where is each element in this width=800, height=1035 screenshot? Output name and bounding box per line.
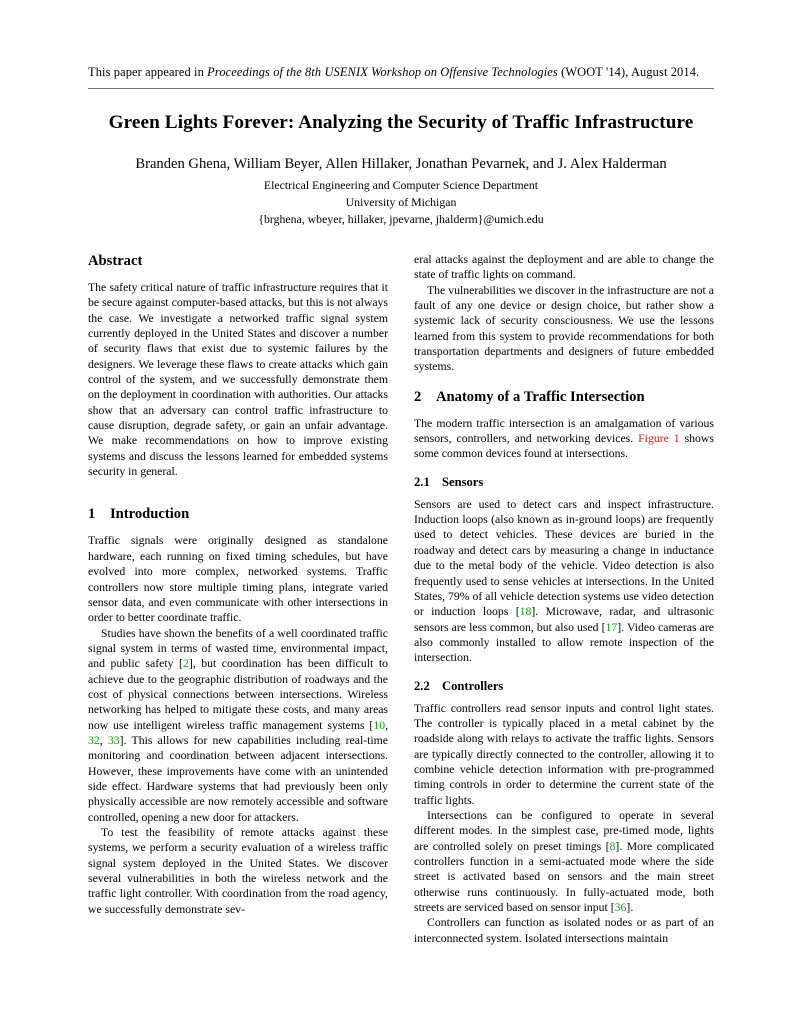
- citation-link-8[interactable]: 8: [609, 839, 616, 853]
- controllers-paragraph-3: Controllers can function as isolated nodes or as part of an interconnected system. Isolated intersections maintain: [414, 916, 714, 945]
- affiliation-department: Electrical Engineering and Computer Science Department: [263, 178, 539, 192]
- sensors-p1-text-c: ]. Video cameras are also commonly installed to allow remote inspection of the intersection.: [414, 620, 714, 665]
- body-columns: [88, 252, 714, 952]
- heading-anatomy: [414, 388, 714, 407]
- intro-p2-text-c: ]. This allows for new capabilities including real-time monitoring and coordination between adjacent intersections. However, these improvements have come with an unintended side effect. Hardware systems that had previously been only physically accessible are now remotely accessible and software controlled, opening a new door for attackers.: [88, 733, 389, 824]
- heading-sensors-number: 2.1: [414, 474, 430, 489]
- heading-controllers-label: Controllers: [442, 678, 504, 693]
- heading-introduction-number: 1: [88, 506, 96, 523]
- section-spacer-right: [414, 375, 714, 388]
- heading-sensors-label: Sensors: [442, 474, 484, 489]
- publication-note: [88, 64, 714, 80]
- column-right: [414, 252, 714, 946]
- publication-note-venue: Proceedings of the 8th USENIX Workshop on Offensive Technologies: [207, 65, 558, 79]
- header-divider: [88, 88, 714, 89]
- controllers-p2-text-b: ]. More complicated controllers function in a semi-actuated mode where the side street is activated based on sensors and the main street otherwise runs continuously. In fully-actuated mode, both streets are serviced based on sensor input [: [414, 839, 714, 915]
- heading-abstract-label: Abstract: [88, 253, 143, 269]
- intro-p2-text-b: ], but coordination has been difficult to achieve due to the geographic distribution of roadways and the cost of physical connections between intersections. Wireless networking has helped to mitigate these costs, and many areas now use intelligent wireless traffic management systems [: [88, 657, 388, 732]
- citation-link-33[interactable]: 33: [107, 733, 120, 747]
- author-list: Branden Ghena, William Beyer, Allen Hillaker, Jonathan Pevarnek, and J. Alex Halderman: [135, 156, 667, 172]
- section-spacer: [88, 479, 388, 492]
- affiliation-university: University of Michigan: [345, 194, 457, 209]
- intro-paragraph-3-continued: eral attacks against the deployment and are able to change the state of traffic lights on command.: [414, 253, 714, 282]
- anatomy-p1-text-b: shows some common devices found at intersections.: [414, 432, 714, 461]
- heading-controllers: [414, 678, 714, 694]
- controllers-paragraph-2: [414, 808, 714, 915]
- citation-link-17[interactable]: 17: [605, 620, 618, 634]
- publication-note-suffix: (WOOT '14), August 2014.: [557, 65, 700, 79]
- controllers-p2-text-c: ].: [626, 901, 634, 915]
- intro-paragraph-4: The vulnerabilities we discover in the infrastructure are not a fault of any one device or design choice, but rather show a systemic lack of security consciousness. We use the lessons learned from this system to provide recommendations for both transportation departments and designers of future embedded systems.: [414, 283, 714, 374]
- column-left: [88, 252, 388, 917]
- publication-note-prefix: This paper appeared in: [88, 65, 208, 79]
- heading-anatomy-label: Anatomy of a Traffic Intersection: [436, 388, 645, 405]
- heading-anatomy-number: 2: [414, 388, 422, 405]
- sensors-paragraph-1: [414, 497, 714, 666]
- citation-link-36[interactable]: 36: [614, 901, 627, 915]
- heading-sensors: [414, 474, 714, 490]
- sensors-p1-text-a: Sensors are used to detect cars and inspect infrastructure. Induction loops (also known as in-ground loops) are frequently used to detect vehicles. These devices are buried in the roadway and detect cars by measuring a change in inductance due to the metal body of the vehicle. Video detection is also frequently used to sense vehicles at intersections. In the United States, 79% of all vehicle detection systems use video detection or induction loops [: [414, 497, 714, 619]
- anatomy-p1-text-a: The modern traffic intersection is an amalgamation of various sensors, controllers, and networking devices.: [414, 416, 714, 446]
- citation-link-18[interactable]: 18: [519, 605, 532, 619]
- sensors-p1-text-b: ]. Microwave, radar, and ultrasonic sensors are less common, but also used [: [414, 605, 714, 634]
- heading-controllers-number: 2.2: [414, 678, 430, 693]
- figure-reference-link[interactable]: Figure 1: [638, 432, 680, 446]
- heading-introduction: [88, 505, 388, 524]
- anatomy-paragraph-1: [414, 416, 714, 462]
- title-block: [88, 110, 714, 228]
- page-title: Green Lights Forever: Analyzing the Security of Traffic Infrastructure: [108, 112, 694, 133]
- intro-p2-text-a: Studies have shown the benefits of a well coordinated traffic signal system in terms of wasted time, environmental impact, and public safety [: [88, 626, 388, 671]
- intro-paragraph-2: Studies have shown the benefits of a well coordinated traffic signal system in terms of wasted time, environmental impact, and public safety [2], but coordination has been difficult to achieve due to the geographic distribution of roadways and the cost of physical connections between intersections. Wireless networking has helped to mitigate these costs, and many areas now use intelligent wireless traffic management systems [10, 32, 33]. This allows for new capabilities including real-time monitoring and coordination between adjacent intersections. However, these improvements have come with an unintended side effect. Hardware systems that had previously been only physically accessible are now remotely accessible and software controlled, opening a new door for attackers.: [88, 626, 389, 824]
- controllers-p2-text-a: Intersections can be configured to operate in several different modes. In the simplest case, pre-timed mode, lights are controlled solely on preset timings [: [414, 808, 714, 853]
- heading-abstract: [88, 252, 388, 271]
- citation-link-32[interactable]: 32: [88, 733, 100, 747]
- intro-paragraph-1: Traffic signals were originally designed as standalone hardware, each running on fixed timing schedules, but have evolved into more complex, networked systems. Traffic controllers now store multiple timing plans, integrate varied sensor data, and even communicate with other intersections in order to better coordinate traffic.: [88, 534, 388, 625]
- intro-paragraph-3: To test the feasibility of remote attacks against these systems, we perform a security evaluation of a wireless traffic signal system deployed in the United States. We discover several vulnerabilities in both the wireless network and the traffic light controller. With coordination from the road agency, we successfully demonstrate sev-: [88, 826, 388, 916]
- heading-introduction-label: Introduction: [110, 506, 190, 523]
- citation-link-10[interactable]: 10: [373, 718, 386, 732]
- controllers-paragraph-1: Traffic controllers read sensor inputs and control light states. The controller is typically placed in a metal cabinet by the roadside along with relays to activate the traffic lights. Sensors are typically directly connected to the controller, allowing it to combine vehicle detection information with pre-programmed timing controls in order to determine the current state of the traffic lights.: [414, 701, 714, 807]
- contact-email: {brghena, wbeyer, hillaker, jpevarne, jhalderm}@umich.edu: [258, 212, 544, 226]
- abstract-paragraph: The safety critical nature of traffic infrastructure requires that it be secure against computer-based attacks, but this is not always the case. We investigate a networked traffic signal system currently deployed in the United States and discover a number of security flaws that exist due to systemic failures by the designers. We leverage these flaws to create attacks which gain control of the system, and we successfully demonstrate them on the deployment in coordination with authorities. Our attacks show that an adversary can control traffic infrastructure to cause disruption, degrade safety, or gain an unfair advantage. We make recommendations on how to improve existing systems and discuss the lessons learned for embedded systems security in general.: [88, 281, 388, 479]
- citation-link-2[interactable]: 2: [182, 657, 189, 671]
